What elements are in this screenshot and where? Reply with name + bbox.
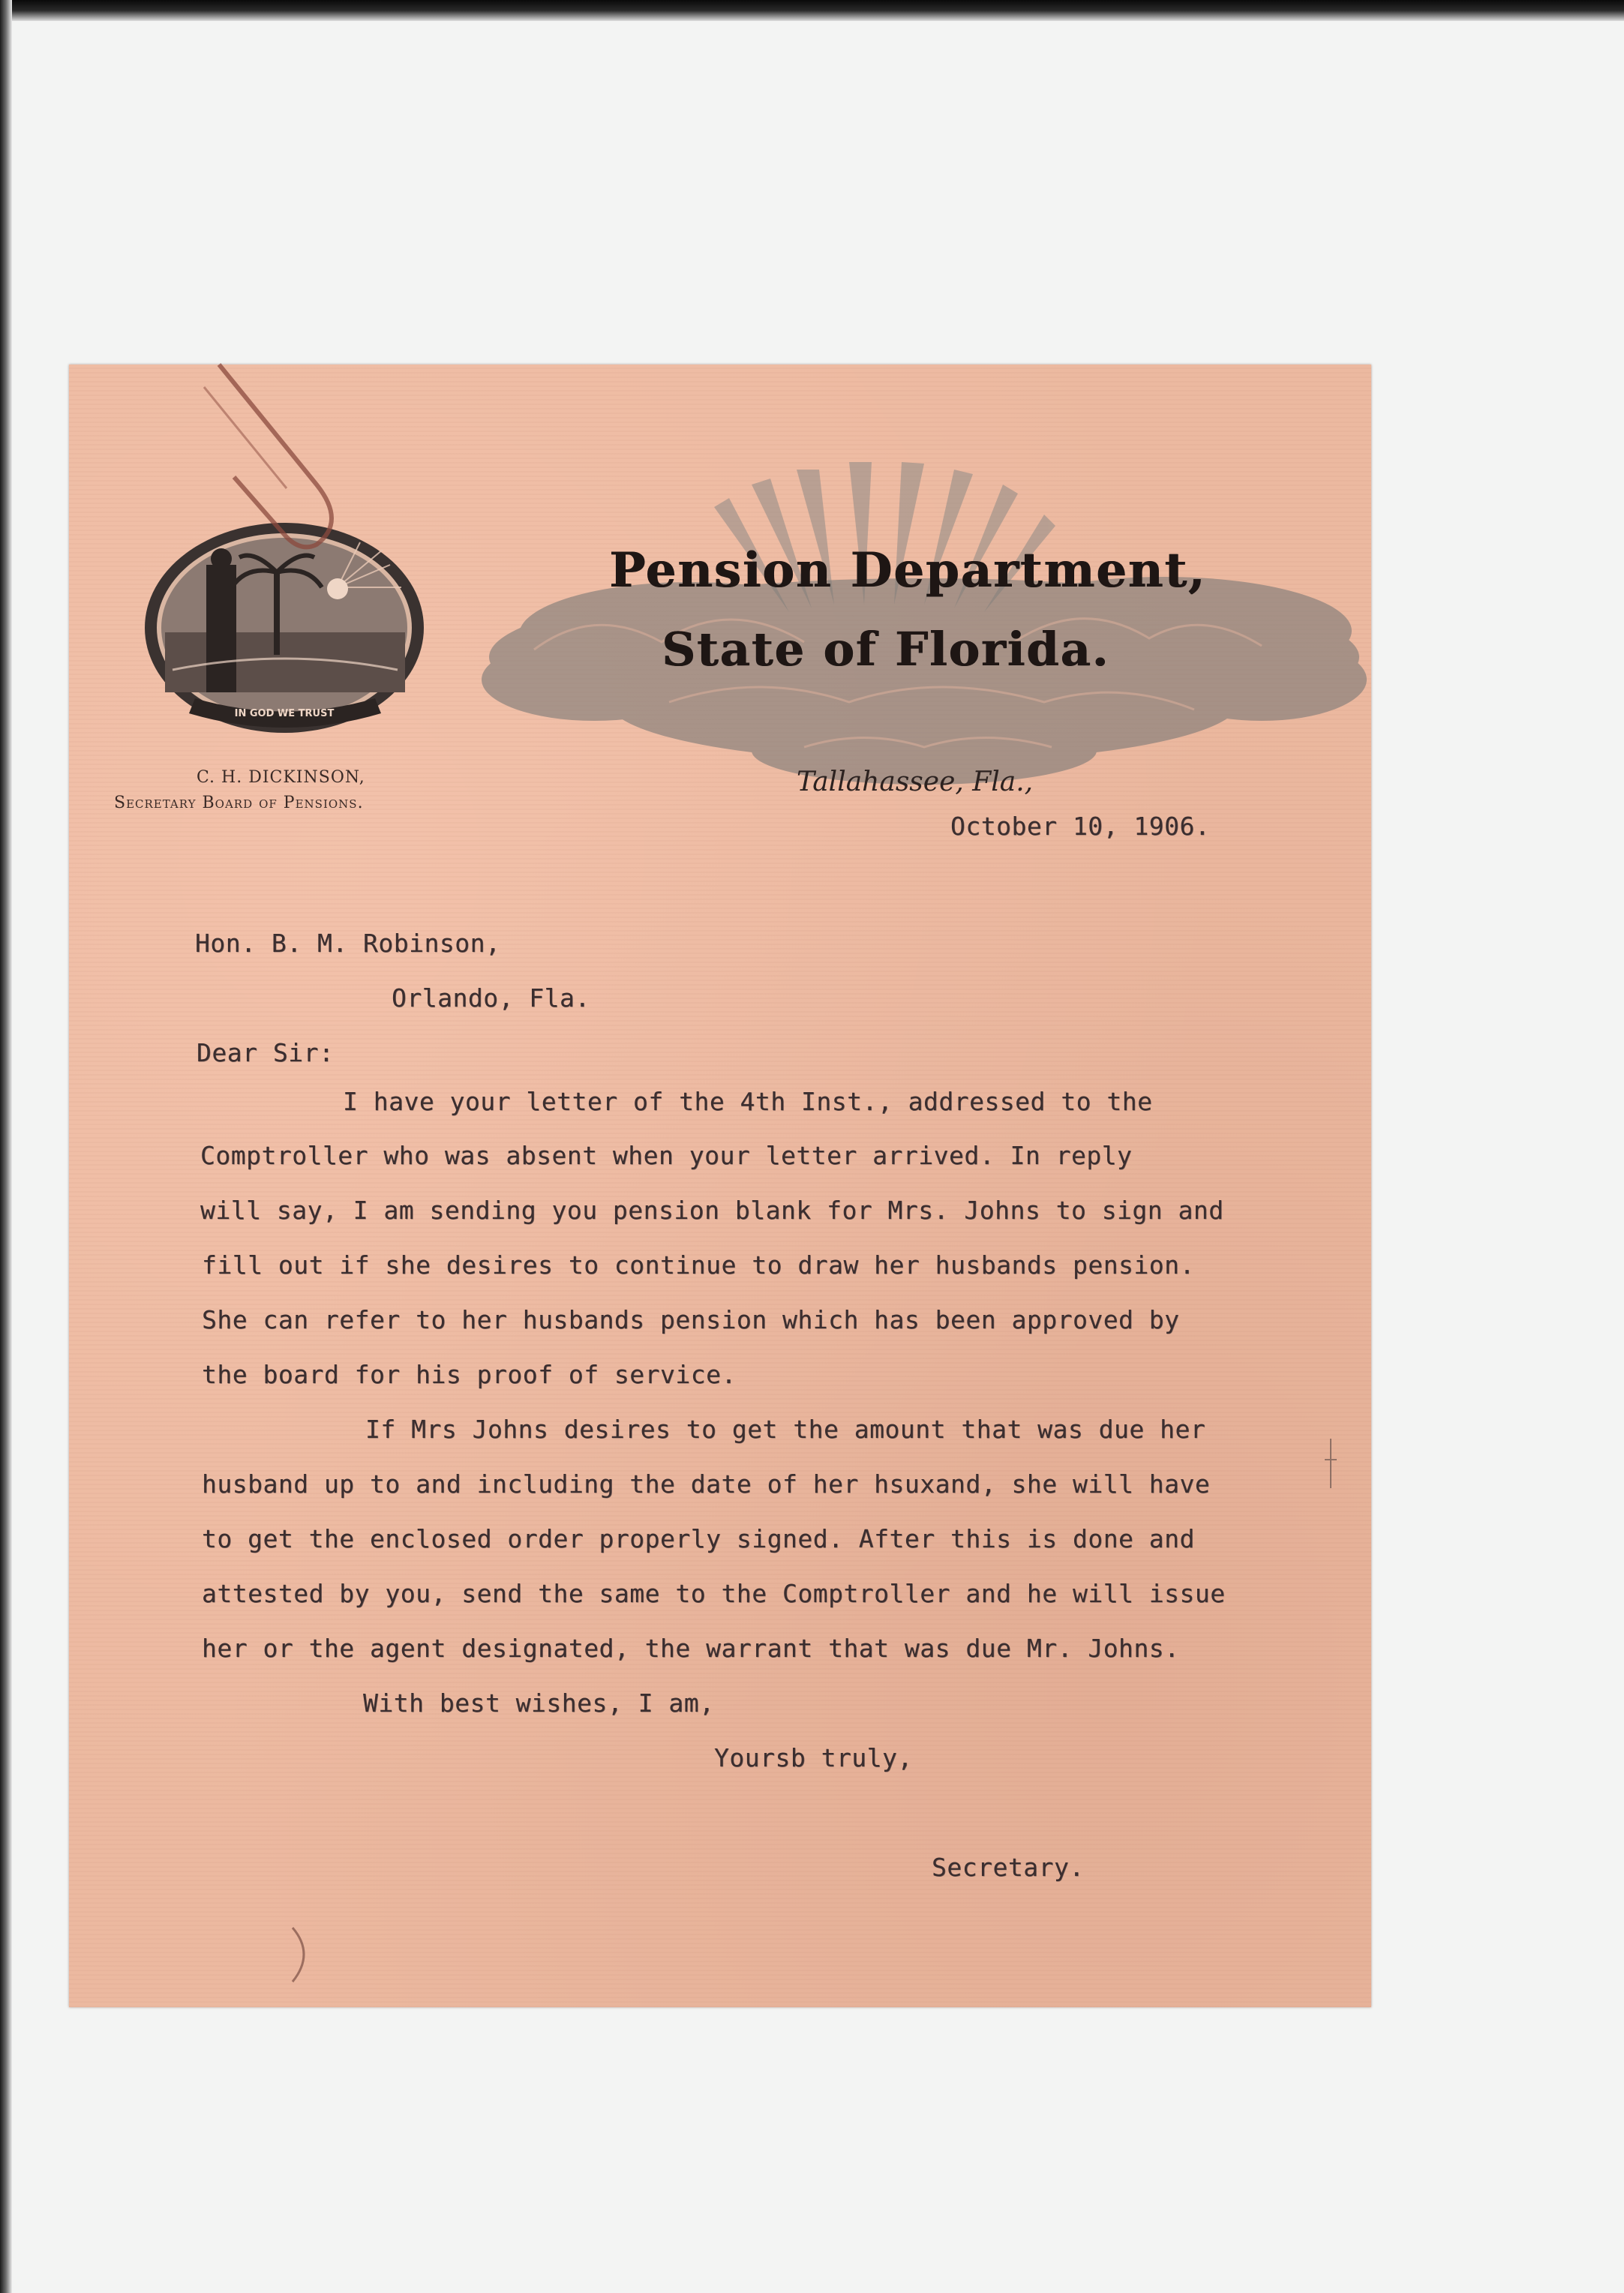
letter-sheet bbox=[69, 365, 1371, 2007]
pencil-curve-mark bbox=[287, 1925, 317, 1985]
body-line: fill out if she desires to continue to draw her husbands pension. bbox=[202, 1250, 1195, 1280]
state-seal-emblem bbox=[143, 520, 426, 736]
secretary-title: Secretary Board of Pensions. bbox=[114, 794, 364, 812]
closing: Yoursb truly, bbox=[714, 1743, 913, 1772]
body-line: to get the enclosed order properly signed. After this is done and bbox=[202, 1524, 1195, 1553]
body-line: If Mrs Johns desires to get the amount that was due her bbox=[365, 1415, 1206, 1444]
scan-left-edge bbox=[0, 0, 12, 2293]
letter-date: October 10, 1906. bbox=[950, 812, 1211, 841]
body-line: the board for his proof of service. bbox=[202, 1360, 737, 1389]
body-line: will say, I am sending you pension blank for Mrs. Johns to sign and bbox=[200, 1196, 1224, 1225]
body-line: I have your letter of the 4th Inst., addressed to the bbox=[343, 1087, 1153, 1116]
body-line: She can refer to her husbands pension which has been approved by bbox=[202, 1305, 1180, 1334]
addressee-name: Hon. B. M. Robinson, bbox=[195, 929, 501, 958]
paper-clip-stain bbox=[197, 357, 369, 552]
seal-motto-text: IN GOD WE TRUST bbox=[234, 708, 335, 719]
department-name: Pension Department, bbox=[609, 542, 1207, 599]
scan-top-edge bbox=[0, 0, 1624, 21]
secretary-name: C. H. DICKINSON, bbox=[197, 768, 365, 787]
state-name: State of Florida. bbox=[662, 622, 1110, 677]
salutation: Dear Sir: bbox=[197, 1038, 335, 1067]
body-line: Comptroller who was absent when your letter arrived. In reply bbox=[200, 1141, 1133, 1170]
addressee-city: Orlando, Fla. bbox=[392, 983, 590, 1013]
signature-title: Secretary. bbox=[932, 1853, 1085, 1882]
body-line: husband up to and including the date of her hsuxand, she will have bbox=[202, 1469, 1211, 1499]
letterhead-place: Tallahassee, Fla., bbox=[797, 767, 1034, 797]
body-line: With best wishes, I am, bbox=[363, 1688, 715, 1718]
body-line: her or the agent designated, the warrant that was due Mr. Johns. bbox=[202, 1634, 1180, 1663]
margin-pencil-mark bbox=[1322, 1437, 1340, 1490]
body-line: attested by you, send the same to the Comptroller and he will issue bbox=[202, 1579, 1226, 1608]
